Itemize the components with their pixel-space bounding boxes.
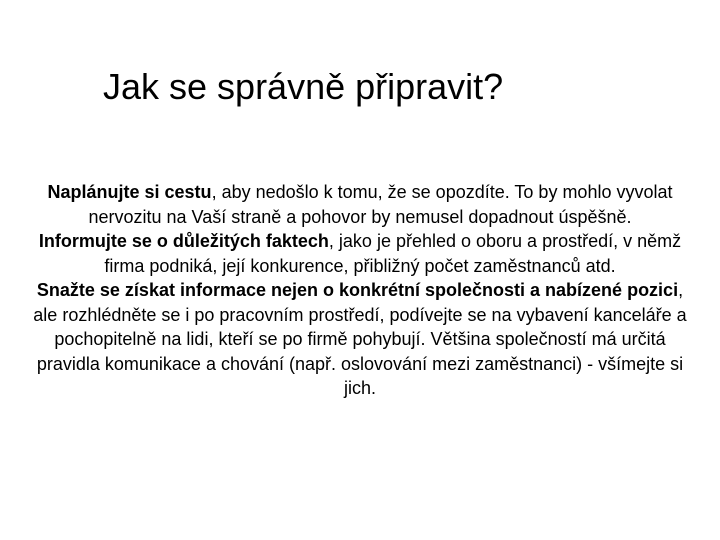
slide-body [32, 180, 688, 401]
paragraph-plan-route [32, 180, 688, 229]
paragraph-plan-route-text: , aby nedošlo k tomu, že se opozdíte. To by mohlo vyvolat nervozitu na Vaší straně a pohovor by nemusel dopadnout úspěšně. [88, 182, 673, 227]
paragraph-research-facts-text: , jako je přehled o oboru a prostředí, v němž firma podniká, její konkurence, přibližný počet zaměstnanců atd. [104, 231, 682, 276]
paragraph-research-facts [32, 229, 688, 278]
paragraph-company-info-emphasis: Snažte se získat informace nejen o konkrétní společnosti a nabízené pozici [36, 280, 679, 300]
paragraph-research-facts-emphasis: Informujte se o důležitých faktech [38, 231, 329, 251]
slide-title: Jak se správně připravit? [103, 66, 504, 107]
paragraph-plan-route-emphasis: Naplánujte si cestu [47, 182, 212, 202]
paragraph-company-info-text: , ale rozhlédněte se i po pracovním prostředí, podívejte se na vybavení kanceláře a pochopitelně na lidi, kteří se po firmě pohybují. Většina společností má určitá pravidla komunikace a chování (např. oslovování mezi zaměstnanci) - všímejte si jich. [33, 280, 687, 398]
paragraph-company-info [32, 278, 688, 401]
